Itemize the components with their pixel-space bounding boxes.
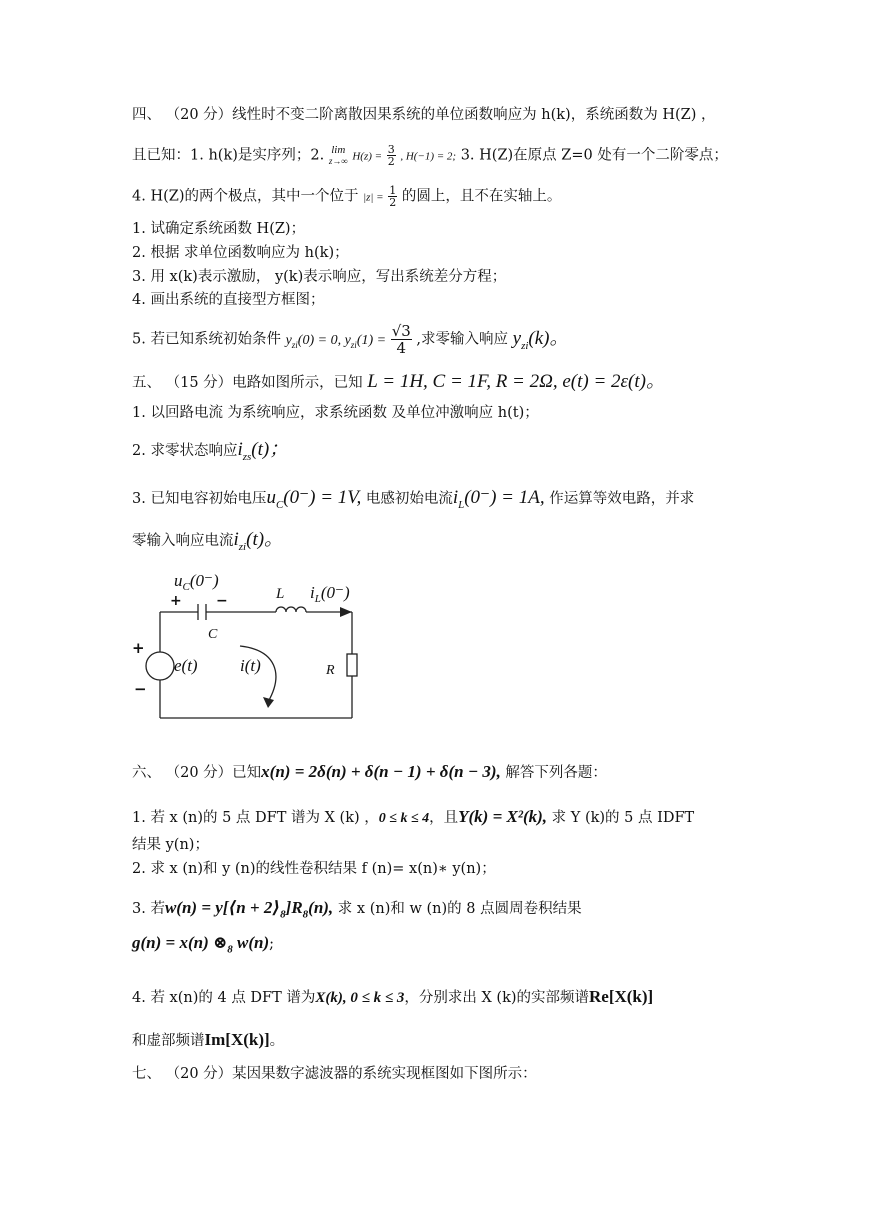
q6-item-3: 3. 若w(n) = y[⟨n + $2⟩_8]R_8(n)$, 求 x (n)和 w (n)的 8 点圆周卷积结果 <box>132 898 582 921</box>
q6-wn: w(n) = y[⟨n + $2⟩_8]R_8(n)$, <box>164 898 334 921</box>
i-label: i(t) <box>240 656 261 675</box>
uc-label: $u_C(0^-)$ <box>174 571 219 593</box>
q6-item-4: 4. 若 x(n)的 4 点 DFT 谱为X(k), 0 ≤ k ≤ 3，分别求出 X (k)的实部频谱Re[X(k)] <box>132 987 654 1006</box>
q4-item-4: 4. 画出系统的直接型方框图； <box>132 292 325 308</box>
q6-item-1: 1. 若 x (n)的 5 点 DFT 谱为 X (k) ，0 ≤ k ≤ 4，且Y(k) = X²(k), 求 Y (k)的 5 点 IDFT <box>132 807 695 826</box>
q4-abs-z: |z| = <box>363 191 384 204</box>
capacitor-plus: + <box>170 593 182 609</box>
q6-xn: x(n) = 2δ(n) + δ(n − 1) + δ(n − 3), <box>261 762 501 781</box>
q4-initial-cond-1: $y_{zi}(0) = 0$, <box>285 332 345 350</box>
q6-re-xk: Re[X(k)] <box>589 987 654 1006</box>
q4-item5-a: 5. 若已知系统初始条件 <box>132 331 281 348</box>
q5-item-3: 3. 已知电容初始电压$u_C(0^-) = 1V$, 电感初始电流$i_L(0^-) = 1A$, 作运算等效电路，并求 <box>132 487 695 511</box>
q6-item-1-cont: 结果 y(n)； <box>132 837 209 853</box>
q4-item5-b: ,求零输入响应 <box>416 331 509 348</box>
q6-item-4-cont: 和虚部频谱Im[X(k)]。 <box>132 1030 285 1049</box>
q4-line2-a: 且已知：1. h(k)是实序列；2. <box>132 147 325 164</box>
q4-heading: 四、 （20 分）线性时不变二阶离散因果系统的单位函数响应为 h(k)，系统函数为 H(Z) ， <box>132 107 716 123</box>
q5-params: L = 1H, C = 1F, R = 2Ω, e(t) = 2ε(t)。 <box>367 371 665 392</box>
loop-current-arrowhead <box>263 697 274 708</box>
q5-heading: 五、 （15 分）电路如图所示，已知 <box>132 375 363 391</box>
q5-item-3-cont: 零输入响应电流$i_{zi}(t)$。 <box>132 529 284 553</box>
q6-item-3-cont: g(n) = x(n) $\otimes_8$ w(n); <box>132 933 275 956</box>
q4-line2-b: 3. H(Z)在原点 Z=0 处有一个二阶零点； <box>460 147 728 164</box>
q4-pole-line <box>132 185 789 208</box>
q4-item-2: 2. 根据 求单位函数响应为 h(k)； <box>132 245 349 261</box>
q5-il0: $i_L(0^-) = 1A$, <box>452 487 545 511</box>
q6-xk-range: X(k), 0 ≤ k ≤ 3 <box>315 990 405 1006</box>
q4-limit: lim z→∞ <box>328 143 348 166</box>
q4-limit-expr: H(z) = <box>352 150 383 163</box>
q5-uc0: $u_C(0^-) = 1V$, <box>266 487 362 511</box>
q4-line3-a: 4. H(Z)的两个极点，其中一个位于 <box>132 188 359 205</box>
q4-fraction-sqrt3-4: $\frac{√3}{4}$ <box>391 322 411 357</box>
rlc-circuit-diagram <box>128 568 368 728</box>
q4-yzi-k: $y_{zi}(k)$。 <box>512 327 569 352</box>
capacitor-minus: − <box>216 593 228 609</box>
q5-item-2: 2. 求零状态响应$i_{zs}(t)$； <box>132 439 289 463</box>
source-plus: + <box>132 639 145 657</box>
q6-im-xk: Im[X(k)] <box>204 1030 270 1049</box>
c-label: C <box>208 627 218 642</box>
q6-yk: Y(k) = X²(k), <box>458 807 548 826</box>
q5-izi: $i_{zi}(t)$。 <box>233 529 284 553</box>
q4-item-5 <box>132 323 789 360</box>
q4-line3-b: 的圆上，且不在实轴上。 <box>401 188 562 205</box>
q4-condition-line <box>132 144 789 167</box>
q7-heading: 七、 （20 分）某因果数字滤波器的系统实现框图如下图所示： <box>132 1066 537 1082</box>
source-minus: − <box>134 680 147 698</box>
e-label: e(t) <box>174 656 198 675</box>
resistor <box>347 654 357 676</box>
q4-fraction-1-2: $\frac{1}{2}$ <box>389 184 397 209</box>
q6-item-2: 2. 求 x (n)和 y (n)的线性卷积结果 f (n)= x(n)∗ y(n)； <box>132 861 496 877</box>
voltage-source <box>146 652 174 680</box>
q6-range-k: 0 ≤ k ≤ 4 <box>378 811 430 826</box>
q6-heading-line: 六、 （20 分）已知x(n) = 2δ(n) + δ(n − 1) + δ(n − 3), 解答下列各题： <box>132 762 607 781</box>
q4-item-1: 1. 试确定系统函数 H(Z)； <box>132 221 306 237</box>
q4-fraction-3-2: $\frac{3}{2}$ <box>387 143 395 168</box>
q5-heading-line <box>132 372 789 393</box>
q4-h-minus-1: , H(−1) = 2; <box>400 150 457 163</box>
il-label: $i_L(0^-)$ <box>310 583 350 605</box>
q4-initial-cond-2: $y_{zi}(1)$ = <box>344 332 387 350</box>
l-label: L <box>276 586 285 602</box>
r-label: R <box>326 663 335 678</box>
q4-item-3: 3. 用 x(k)表示激励， y(k)表示响应，写出系统差分方程； <box>132 269 507 285</box>
q6-gn: g(n) = x(n) $\otimes_8$ w(n) <box>132 933 270 956</box>
inductor-coil <box>276 607 306 612</box>
inductor-current-arrowhead <box>340 607 352 617</box>
q5-izs: $i_{zs}(t)$； <box>237 439 289 463</box>
q5-item-1: 1. 以回路电流 为系统响应，求系统函数 及单位冲激响应 h(t)； <box>132 405 539 421</box>
